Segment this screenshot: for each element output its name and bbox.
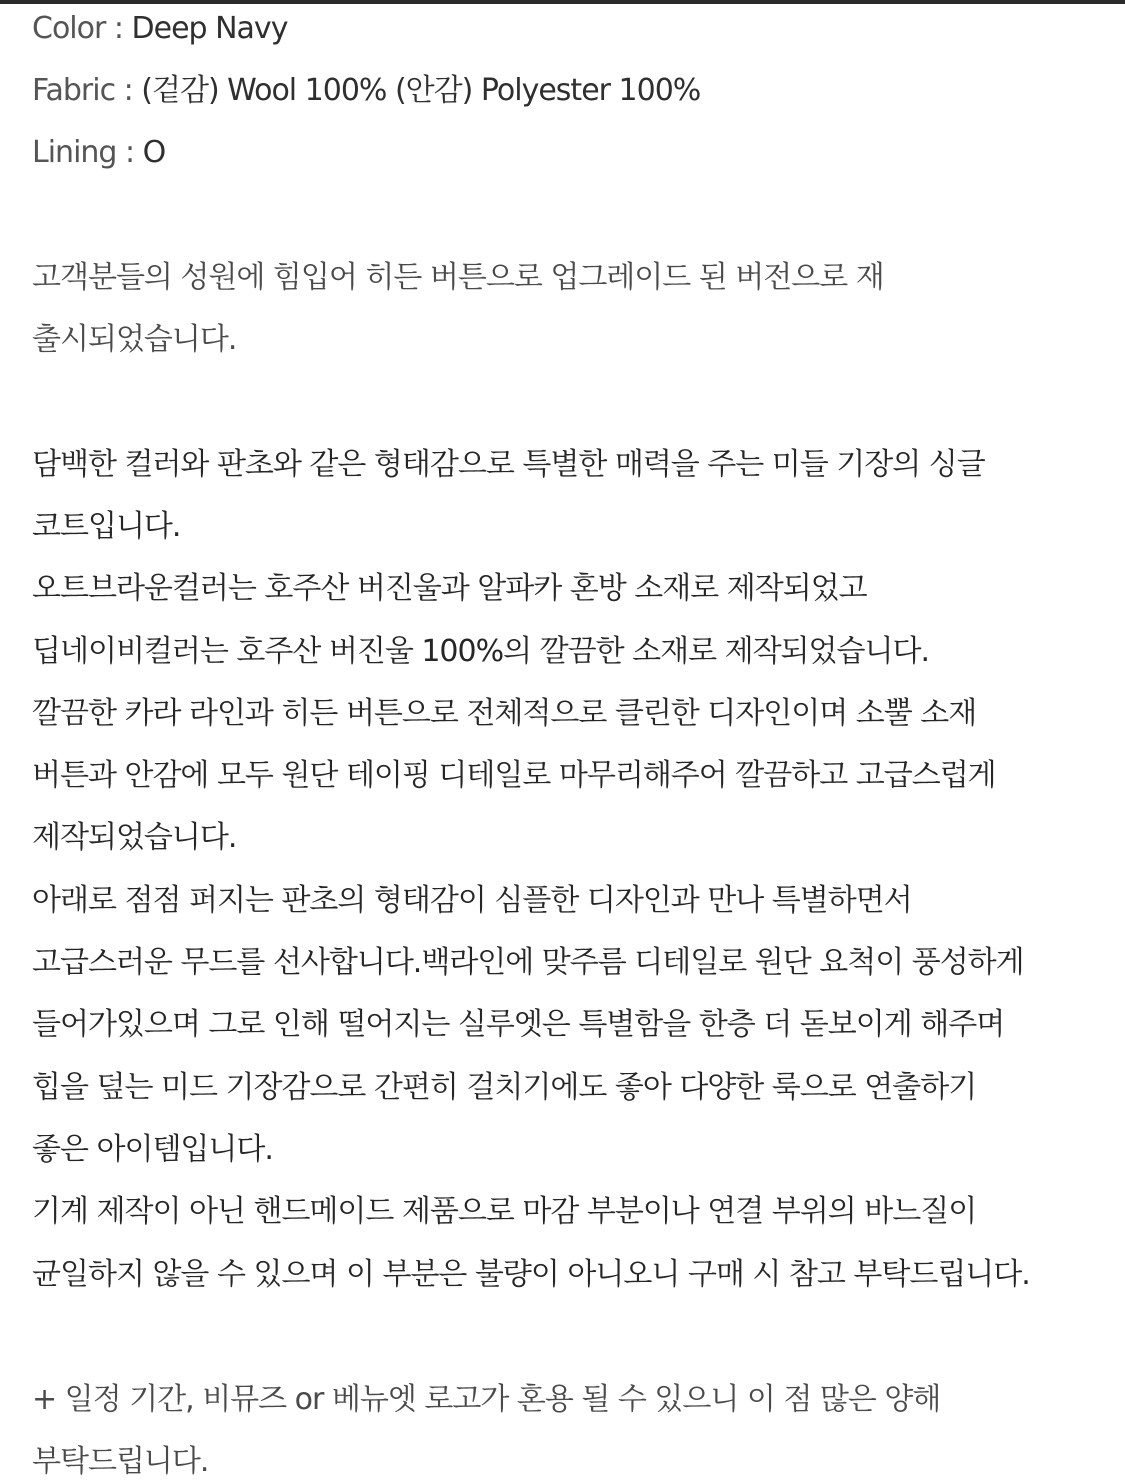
spec-color-label: Color : <box>32 11 132 46</box>
description-line: 버튼과 안감에 모두 원단 테이핑 디테일로 마무리해주어 깔끔하고 고급스럽게 <box>32 758 996 793</box>
top-border <box>0 0 1125 4</box>
description-line: 담백한 컬러와 판초와 같은 형태감으로 특별한 매력을 주는 미들 기장의 싱글 <box>32 447 985 482</box>
spec-color-value: Deep Navy <box>131 11 288 46</box>
intro-line: 고객분들의 성원에 힘입어 히든 버튼으로 업그레이드 된 버전으로 재 <box>32 260 884 295</box>
description-line: 들어가있으며 그로 인해 떨어지는 실루엣은 특별함을 한층 더 돋보이게 해주며 <box>32 1007 1005 1042</box>
description-line: 균일하지 않을 수 있으며 이 부분은 불량이 아니오니 구매 시 참고 부탁드립니다. <box>32 1257 1030 1292</box>
intro-line: 출시되었습니다. <box>32 322 237 357</box>
description-line: 코트입니다. <box>32 509 181 544</box>
description-line: 기계 제작이 아닌 핸드메이드 제품으로 마감 부분이나 연결 부위의 바느질이 <box>32 1194 977 1229</box>
description-line: 아래로 점점 퍼지는 판초의 형태감이 심플한 디자인과 만나 특별하면서 <box>32 883 912 918</box>
notice-line: 부탁드립니다. <box>32 1444 209 1479</box>
spec-color <box>32 9 287 49</box>
spec-lining-value: O <box>142 135 166 170</box>
description-line: 힙을 덮는 미드 기장감으로 간편히 걸치기에도 좋아 다양한 룩으로 연출하기 <box>32 1070 977 1105</box>
spec-fabric-label: Fabric : <box>32 73 142 108</box>
notice-line: + 일정 기간, 비뮤즈 or 베뉴엣 로고가 혼용 될 수 있으니 이 점 많은 양해 <box>32 1382 941 1417</box>
description-line: 깔끔한 카라 라인과 히든 버튼으로 전체적으로 클린한 디자인이며 소뿔 소재 <box>32 696 977 731</box>
description-line: 고급스러운 무드를 선사합니다.백라인에 맞주름 디테일로 원단 요척이 풍성하게 <box>32 945 1024 980</box>
spec-fabric <box>32 71 700 111</box>
description-line: 오트브라운컬러는 호주산 버진울과 알파카 혼방 소재로 제작되었고 <box>32 571 867 606</box>
description-line: 딥네이비컬러는 호주산 버진울 100%의 깔끔한 소재로 제작되었습니다. <box>32 634 929 669</box>
description-line: 좋은 아이템입니다. <box>32 1132 273 1167</box>
spec-lining <box>32 133 165 173</box>
spec-lining-label: Lining : <box>32 135 143 170</box>
description-line: 제작되었습니다. <box>32 820 237 855</box>
spec-fabric-value: (겉감) Wool 100% (안감) Polyester 100% <box>141 73 701 108</box>
